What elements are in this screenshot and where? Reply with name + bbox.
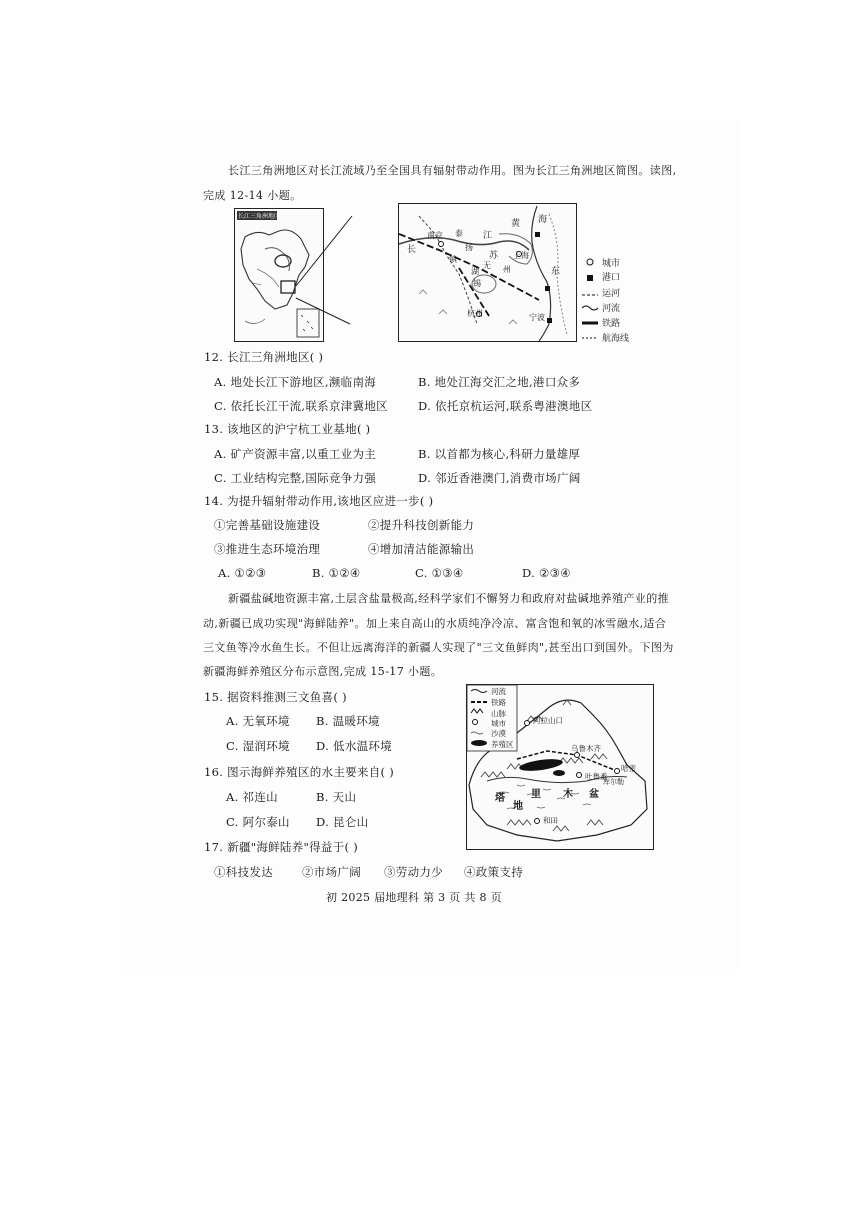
label-alashankou: 阿拉山口 <box>533 716 563 725</box>
legend-port-icon <box>587 275 593 281</box>
q17-statement-1: ①科技发达 <box>214 865 273 879</box>
port-marker <box>535 232 540 237</box>
inset-province-lines <box>253 269 279 287</box>
label-su: 苏 <box>489 251 499 261</box>
city-hami <box>615 769 620 774</box>
label-xi: 锡 <box>473 279 481 288</box>
q14-option-c[interactable]: C. ①③④ <box>415 566 464 580</box>
q15-option-b[interactable]: B. 温暖环境 <box>316 714 380 728</box>
label-shanghai: 上海 <box>513 251 529 260</box>
intro2-line: 三文鱼等冷水鱼生长。不但让远离海洋的新疆人实现了"三文鱼鲜肉",甚至出口到国外。下图为 <box>203 641 674 654</box>
city-hotan <box>535 819 540 824</box>
q14-statement-4: ④增加清洁能源输出 <box>368 542 475 556</box>
legend-shipping-label: 航海线 <box>602 334 630 344</box>
label-mu: 木 <box>563 789 573 800</box>
legend-mountain-label: 山脉 <box>491 709 506 718</box>
question-15-stem: 15. 据资料推测三文鱼喜( ) <box>204 690 347 704</box>
page-footer: 初 2025 届地理科 第 3 页 共 8 页 <box>326 891 502 904</box>
yangtze-river <box>399 238 529 250</box>
label-hangzhou: 杭州 <box>467 309 483 318</box>
q13-option-c[interactable]: C. 工业结构完整,国际竞争力强 <box>214 471 377 485</box>
label-hotan: 和田 <box>543 816 558 825</box>
legend-river-label: 河流 <box>602 304 621 314</box>
label-yang: 扬 <box>465 243 473 252</box>
city-alashankou <box>525 721 530 726</box>
label-turpan: 吐鲁番 <box>585 772 608 781</box>
q16-option-b[interactable]: B. 天山 <box>316 790 357 804</box>
q16-option-c[interactable]: C. 阿尔泰山 <box>226 815 290 829</box>
yangtze-delta-map <box>398 203 577 342</box>
q12-option-d[interactable]: D. 依托京杭运河,联系粤港澳地区 <box>418 399 593 413</box>
q15-option-a[interactable]: A. 无氧环境 <box>226 714 290 728</box>
label-huang: 黄 <box>511 219 521 229</box>
inset-coast <box>245 319 265 324</box>
q14-option-d[interactable]: D. ②③④ <box>522 566 571 580</box>
legend-aquaculture-icon <box>471 740 487 746</box>
question-14-stem: 14. 为提升辐射带动作用,该地区应进一步( ) <box>204 494 434 508</box>
label-wu: 无 <box>483 261 491 270</box>
legend-aquaculture-label: 养殖区 <box>491 740 514 749</box>
question-17-stem: 17. 新疆"海鲜陆养"得益于( ) <box>204 840 359 854</box>
port-marker <box>545 286 550 291</box>
city-marker <box>439 242 444 247</box>
xinjiang-map <box>466 684 654 850</box>
q12-option-c[interactable]: C. 依托长江干流,联系京津冀地区 <box>214 399 388 413</box>
q13-option-a[interactable]: A. 矿产资源丰富,以重工业为主 <box>214 447 377 461</box>
intro2-line: 新疆盐碱地资源丰富,土层含盐量极高,经科学家们不懈努力和政府对盐碱地养殖产业的推 <box>228 592 669 605</box>
label-dong: 东 <box>551 267 561 277</box>
question-12-stem: 12. 长江三角洲地区( ) <box>204 350 324 364</box>
city-turpan <box>577 773 582 778</box>
question-16-stem: 16. 图示海鲜养殖区的水主要来自( ) <box>204 765 395 779</box>
intro-paragraph-line: 长江三角洲地区对长江流域乃至全国具有辐射带动作用。图为长江三角洲地区简图。读图, <box>228 164 677 177</box>
label-hai: 海 <box>538 215 548 225</box>
q12-option-a[interactable]: A. 地处长江下游地区,濒临南海 <box>214 375 377 389</box>
label-pen: 盆 <box>589 789 599 800</box>
q13-option-d[interactable]: D. 邻近香港澳门,消费市场广阔 <box>418 471 581 485</box>
q16-option-a[interactable]: A. 祁连山 <box>226 790 278 804</box>
label-hami: 哈密 <box>621 764 636 773</box>
label-nanjing: 南京 <box>427 231 443 240</box>
q15-option-d[interactable]: D. 低水温环境 <box>316 739 393 753</box>
inset-title: 长江三角洲地区 <box>238 213 281 220</box>
q16-option-d[interactable]: D. 昆仑山 <box>316 815 369 829</box>
q15-option-c[interactable]: C. 湿润环境 <box>226 739 290 753</box>
label-jiang: 江 <box>483 231 493 241</box>
legend-rail-label: 铁路 <box>491 698 506 707</box>
legend-city-icon <box>587 259 593 265</box>
label-urumqi: 乌鲁木齐 <box>571 744 601 753</box>
q13-option-b[interactable]: B. 以首都为核心,科研力量雄厚 <box>418 447 581 461</box>
legend-city-label: 城市 <box>602 259 621 269</box>
intro2-line: 动,新疆已成功实现"海鲜陆养"。加上来自高山的水质纯净冷凉、富含饱和氧的冰雪融水,适合 <box>203 617 667 630</box>
legend-rail-label: 铁路 <box>602 319 621 329</box>
label-zhou: 州 <box>503 265 511 274</box>
label-di: 地 <box>513 801 523 812</box>
delta-map-graphic <box>399 204 576 341</box>
label-ta: 塔 <box>495 793 505 804</box>
map-connector-lines <box>290 216 402 326</box>
legend-desert-label: 沙漠 <box>491 729 506 738</box>
legend-canal-label: 运河 <box>602 289 621 299</box>
legend-city-label: 城市 <box>491 719 506 728</box>
intro2-line: 新疆海鲜养殖区分布示意图,完成 15-17 小题。 <box>203 665 443 678</box>
map1-legend-symbols <box>580 255 604 351</box>
label-li: 里 <box>531 789 541 800</box>
q14-statement-1: ①完善基础设施建设 <box>214 518 321 532</box>
label-ningbo: 宁波 <box>529 313 545 322</box>
q17-statement-3: ③劳动力少 <box>384 865 443 879</box>
label-chang: 长 <box>407 245 417 255</box>
q17-statement-2: ②市场广阔 <box>302 865 361 879</box>
inset-river <box>265 248 289 271</box>
question-13-stem: 13. 该地区的沪宁杭工业基地( ) <box>204 422 371 436</box>
legend-port-label: 港口 <box>602 273 621 283</box>
desert-dunes <box>497 785 591 809</box>
label-korla: 库尔勒 <box>603 778 624 786</box>
q14-statement-2: ②提升科技创新能力 <box>368 518 475 532</box>
q14-option-b[interactable]: B. ①②④ <box>312 566 361 580</box>
legend-city-icon <box>473 720 478 725</box>
q14-option-a[interactable]: A. ①②③ <box>218 566 267 580</box>
label-hu: 湖 <box>471 267 479 276</box>
q14-statement-3: ③推进生态环境治理 <box>214 542 321 556</box>
q17-statement-4: ④政策支持 <box>464 865 523 879</box>
q12-option-b[interactable]: B. 地处江海交汇之地,港口众多 <box>418 375 581 389</box>
label-zhen: 镇 <box>449 255 457 264</box>
port-marker <box>547 318 552 323</box>
legend-river-label: 河流 <box>491 687 506 696</box>
intro-paragraph-line: 完成 12-14 小题。 <box>203 189 302 202</box>
legend-river-icon <box>582 306 598 310</box>
aquaculture-zone-small <box>553 770 565 776</box>
label-tai: 泰 <box>455 229 463 238</box>
